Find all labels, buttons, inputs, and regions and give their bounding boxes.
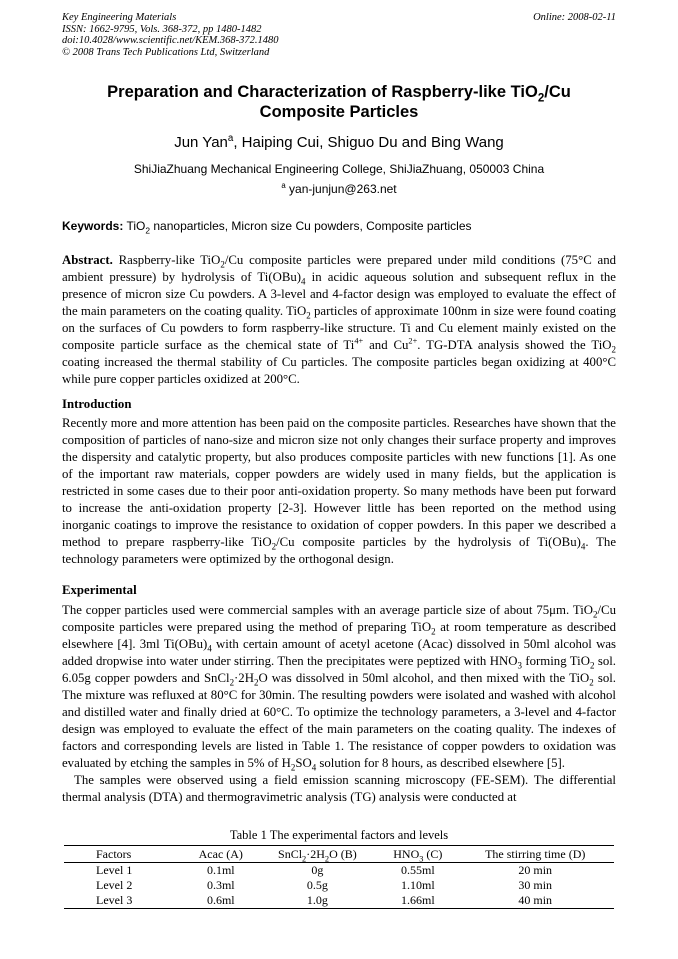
table-cell: Level 2: [96, 878, 133, 892]
title-line-2: Composite Particles: [259, 103, 419, 121]
table-cell: 0.3ml: [206, 878, 235, 892]
journal-copyright: © 2008 Trans Tech Publications Ltd, Switzerland: [62, 46, 270, 58]
table-cell: Level 3: [64, 893, 186, 909]
header-acac: Acac (A): [186, 846, 256, 863]
table-cell: 1.0g: [256, 893, 380, 909]
introduction-text: Recently more and more attention has been paid on the composite particles. Researches have shown that the composition of particles of nano-size and micron size not only changes their surface property and improves the dispersity and catalytic property, but also produces composite particles with new functions [1]. As one of the important raw materials, copper powders are widely used in many fields, but the application is restricted in some cases due to their poor anti-oxidation property. So many methods have been put forward to increase the anti-oxidation property [2-3]. However little has been reported on the method using inorganic coatings to improve the resistance to oxidation of copper powders. In this paper we described a method to prepare raspberry-like TiO$_2$/Cu composite particles by the hydrolysis of $Ti(OBu)_4$. The technology parameters were optimized by the orthogonal design.: [62, 416, 616, 566]
factors-table: [64, 845, 614, 909]
journal-doi: doi:10.4028/www.scientific.net/KEM.368-372.1480: [62, 35, 279, 46]
journal-issn: ISSN: 1662-9795, Vols. 368-372, pp 1480-1482: [62, 23, 262, 35]
table-row: [64, 863, 614, 879]
abstract-label: Abstract.: [62, 253, 113, 267]
experimental-heading: Experimental: [62, 583, 137, 597]
authors: Jun Yan$^a$, Haiping Cui, Shiguo Du and Bing Wang: [174, 133, 504, 151]
journal-name: Key Engineering Materials: [62, 12, 177, 23]
journal-header: [62, 12, 279, 58]
experimental-paragraph-1: The copper particles used were commercial samples with an average particle size of about 75μm. TiO$_2$/Cu composite particles were prepared using the method of preparing TiO$_2$ at room temperature as described elsewhere [4]. 3ml $Ti(OBu)_4$ with certain amount of acetyl acetone (Acac) dissolved in 50ml alcohol was added dropwise into water under stirring. Then the precipitates were peptized with $HNO_3$ forming TiO$_2$ sol. 6.05g copper powders and $SnCl_2\cdot 2H_2O$ was dissolved in 50ml alcohol, and then mixed with the TiO$_2$ sol. The mixture was refluxed at 80°C for 30min. The resulting powders were isolated and washed with alcohol and distilled water and finally dried at 60°C. To optimize the technology parameters, a 3-level and 4-factor design was employed to evaluate the effect of the main parameters on the coating quality. The indexes of factors and corresponding levels are listed in Table 1. The resistance of copper powders to oxidation was evaluated by etching the samples in 5% of $H_2SO_4$ solution for 8 hours, as described elsewhere [5].: [62, 603, 617, 773]
keywords: Keywords: TiO$_2$ nanoparticles, Micron size Cu powders, Composite particles: [62, 219, 472, 236]
header-hno3: $HNO_3$ (C): [379, 846, 456, 863]
table-row: [64, 878, 614, 893]
table-cell: 0.6ml: [186, 893, 256, 909]
table-cell: 30 min: [518, 878, 553, 892]
introduction-heading: Introduction: [62, 397, 132, 411]
table-cell: Level 1: [96, 863, 133, 877]
header-factors: Factors: [64, 846, 186, 863]
experimental-paragraph-2: The samples were observed using a field emission scanning microscopy (FE-SEM). The differential thermal analysis (DTA) and thermogravimetric analysis (TG) analysis were conducted at: [62, 773, 616, 804]
table-caption: Table 1 The experimental factors and levels: [229, 828, 449, 842]
paper-title: [62, 82, 616, 122]
table-cell: 0.55ml: [401, 863, 435, 877]
keywords-label: Keywords:: [62, 219, 124, 233]
table-header-row: [64, 846, 614, 863]
table-cell: 0.1ml: [206, 863, 235, 877]
header-sncl2: $SnCl_2\cdot 2H_2O$ (B): [256, 846, 380, 863]
table-cell: 1.10ml: [401, 878, 435, 892]
table-row: [64, 893, 614, 909]
table-cell: 1.66ml: [379, 893, 456, 909]
experimental-text: [62, 602, 616, 806]
table-cell: 20 min: [518, 863, 553, 877]
table-cell: 40 min: [456, 893, 614, 909]
abstract: Abstract. Raspberry-like TiO$_2$/Cu composite particles were prepared under mild conditions (75°C and ambient pressure) by hydrolysis of $Ti(OBu)_4$ in acidic aqueous solution and subsequent reflux in the presence of micron size Cu powders. A 3-level and 4-factor design was employed to evaluate the effect of the main parameters on the coating quality. TiO$_2$ particles of approximate 100nm in size were found coating on the surfaces of Cu powders to form raspberry-like structure. Ti and Cu element mainly existed on the composite particle surface as the chemical state of $Ti^{4+}$ and $Cu^{2+}$. TG-DTA analysis showed the TiO$_2$ coating increased the thermal stability of Cu particles. The composite particles began oxidizing at 400°C while pure copper particles oxidized at 200°C.: [62, 253, 616, 386]
table-cell: 0g: [311, 863, 324, 877]
affiliation: ShiJiaZhuang Mechanical Engineering College, ShiJiaZhuang, 050003 China: [133, 162, 545, 176]
header-stirring-time: The stirring time (D): [456, 846, 614, 863]
title-line-1: Preparation and Characterization of Raspberry-like TiO$_2$/Cu: [107, 83, 571, 105]
author-email: $^a$ yan-junjun@263.net: [281, 181, 397, 196]
table-cell: 0.5g: [306, 878, 328, 892]
online-date: Online: 2008-02-11: [533, 12, 616, 23]
